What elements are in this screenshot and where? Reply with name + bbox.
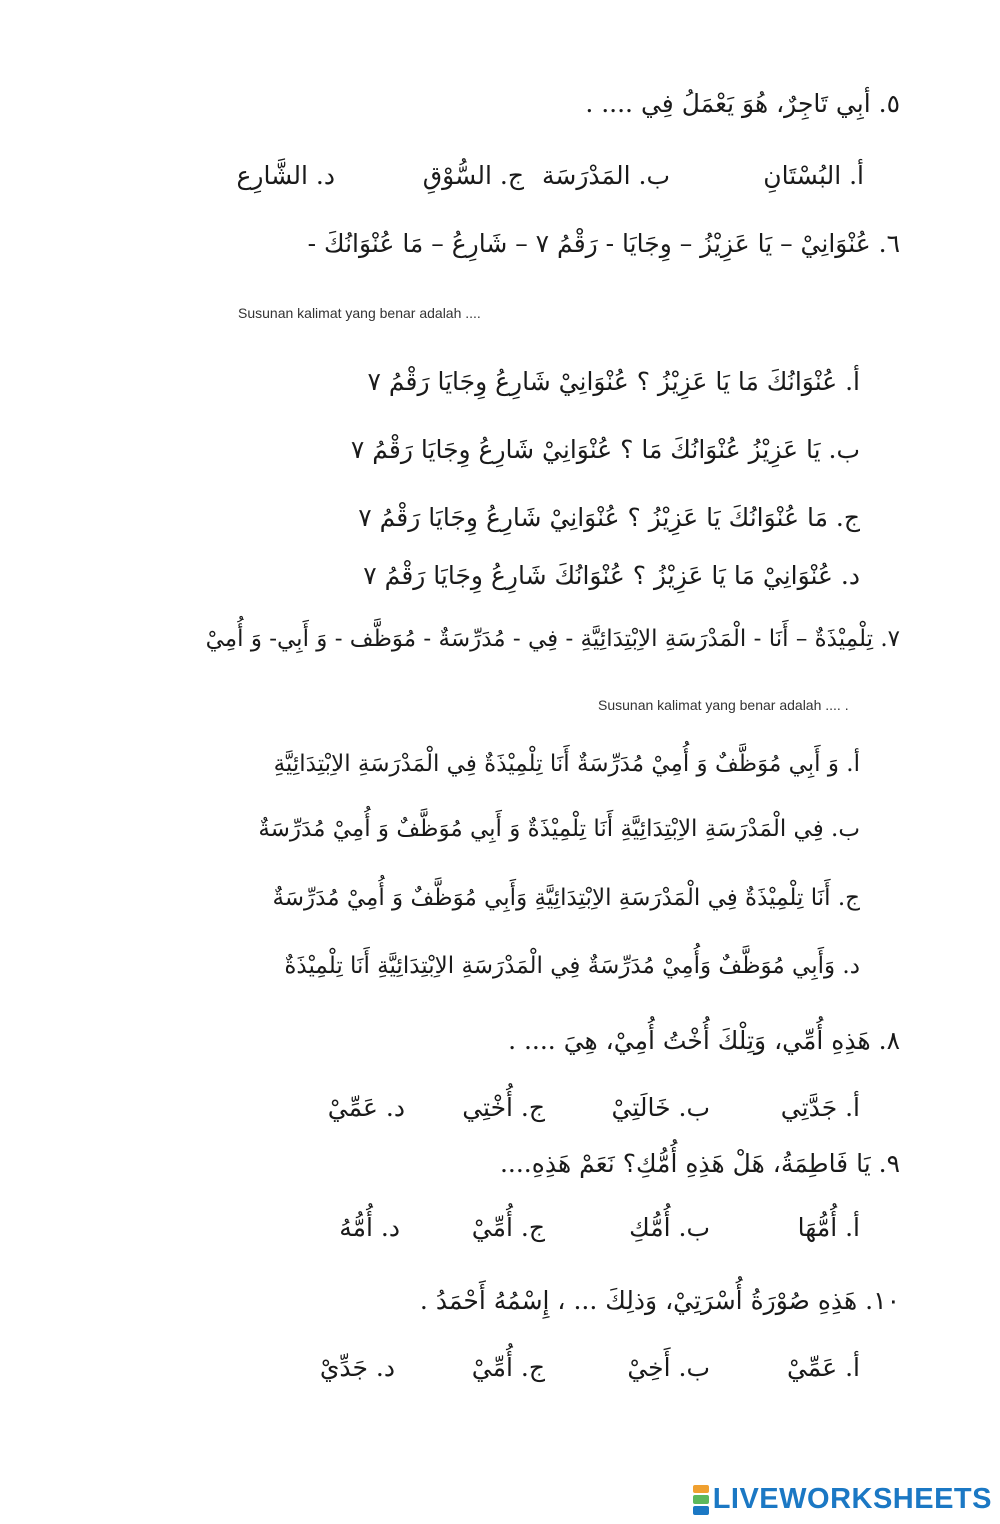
q8-option-b[interactable]: ب. خَالَتِيْ [611, 1093, 710, 1122]
q9-option-d[interactable]: د. أُمُّهُ [339, 1213, 400, 1242]
q6-instruction: Susunan kalimat yang benar adalah .... [238, 305, 481, 321]
question-10-text: ١٠. هَذِهِ صُوْرَةُ أُسْرَتِيْ، وَذلِكَ ... ، إِسْمُهُ أَحْمَدُ . [419, 1286, 900, 1315]
q9-option-c[interactable]: ج. أُمِّيْ [471, 1213, 545, 1242]
q10-option-b[interactable]: ب. أَخِيْ [627, 1353, 710, 1382]
q5-option-b[interactable]: ب. المَدْرَسَة [542, 161, 670, 190]
q6-option-d[interactable]: د. عُنْوَانِيْ مَا يَا عَزِيْزُ ؟ عُنْوَانُكَ شَارِعُ وِجَايَا رَقْمُ ٧ [363, 561, 860, 590]
question-8-text: ٨. هَذِهِ أُمِّي، وَتِلْكَ أُخْتُ أُمِيْ، هِيَ .... . [508, 1026, 900, 1055]
liveworksheets-logo[interactable] [693, 1483, 992, 1516]
q7-option-d[interactable]: د. وَأَبِي مُوَظَّفٌ وَأُمِيْ مُدَرِّسَةٌ فِي الْمَدْرَسَةِ الاِبْتِدَائِيَّةِ أَنَا تِلْمِيْذَةٌ [284, 953, 860, 979]
question-6-text: ٦. عُنْوَانِيْ – يَا عَزِيْزُ – وِجَايَا - رَقْمُ ٧ – شَارِعُ – مَا عُنْوَانُكَ - [307, 229, 900, 258]
q10-option-c[interactable]: ج. أُمِّيْ [471, 1353, 545, 1382]
q7-option-b[interactable]: ب. فِي الْمَدْرَسَةِ الاِبْتِدَائِيَّةِ أَنَا تِلْمِيْذَةٌ وَ أَبِي مُوَظَّفٌ وَ أُمِيْ مُدَرِّسَةٌ [258, 816, 860, 842]
q5-option-c[interactable]: ج. السُّوْقِ [422, 161, 524, 190]
q9-option-b[interactable]: ب. أُمُّكِ [629, 1213, 710, 1242]
q7-option-a[interactable]: أ. وَ أَبِي مُوَظَّفٌ وَ أُمِيْ مُدَرِّسَةٌ أَنَا تِلْمِيْذَةٌ فِي الْمَدْرَسَةِ الاِبْتِدَائِيَّةِ [273, 751, 860, 777]
q6-option-b[interactable]: ب. يَا عَزِيْزُ عُنْوَانُكَ مَا ؟ عُنْوَانِيْ شَارِعُ وِجَايَا رَقْمُ ٧ [350, 435, 860, 464]
q10-option-d[interactable]: د. جَدِّيْ [319, 1353, 395, 1382]
q8-option-a[interactable]: أ. جَدَّتِي [780, 1093, 860, 1122]
question-9-text: ٩. يَا فَاطِمَةُ، هَلْ هَذِهِ أُمُّكِ؟ نَعَمْ هَذِهِ.... [499, 1149, 900, 1178]
question-5-text: ٥. أبِي تَاجِرٌ، هُوَ يَعْمَلُ فِي .... . [585, 89, 900, 118]
q7-option-c[interactable]: ج. أَنَا تِلْمِيْذَةٌ فِي الْمَدْرَسَةِ الاِبْتِدَائِيَّةِ وَأَبِي مُوَظَّفٌ وَ أُمِيْ مُدَرِّسَةٌ [272, 885, 860, 911]
liveworksheets-logo-icon [693, 1485, 709, 1515]
q6-option-c[interactable]: ج. مَا عُنْوَانُكَ يَا عَزِيْزُ ؟ عُنْوَانِيْ شَارِعُ وِجَايَا رَقْمُ ٧ [358, 503, 860, 532]
q10-option-a[interactable]: أ. عَمِّيْ [786, 1353, 860, 1382]
liveworksheets-logo-text: LIVEWORKSHEETS [712, 1483, 992, 1515]
q5-option-a[interactable]: أ. البُسْتَانِ [763, 161, 864, 190]
q6-option-a[interactable]: أ. عُنْوَانُكَ مَا يَا عَزِيْزُ ؟ عُنْوَانِيْ شَارِعُ وِجَايَا رَقْمُ ٧ [367, 367, 860, 396]
q5-option-d[interactable]: د. الشَّارِع [236, 161, 335, 190]
question-7-text: ٧. تِلْمِيْذَةٌ – أَنَا - الْمَدْرَسَةِ الاِبْتِدَائِيَّةِ - فِي - مُدَرِّسَةٌ - مُوَظَّف - وَ أَبِي- وَ أُمِيْ [205, 626, 900, 652]
q9-option-a[interactable]: أ. أُمُّهَا [797, 1213, 860, 1242]
q7-instruction: Susunan kalimat yang benar adalah .... . [598, 697, 849, 713]
q8-option-c[interactable]: ج. أُخْتِي [462, 1093, 545, 1122]
q8-option-d[interactable]: د. عَمِّيْ [327, 1093, 405, 1122]
